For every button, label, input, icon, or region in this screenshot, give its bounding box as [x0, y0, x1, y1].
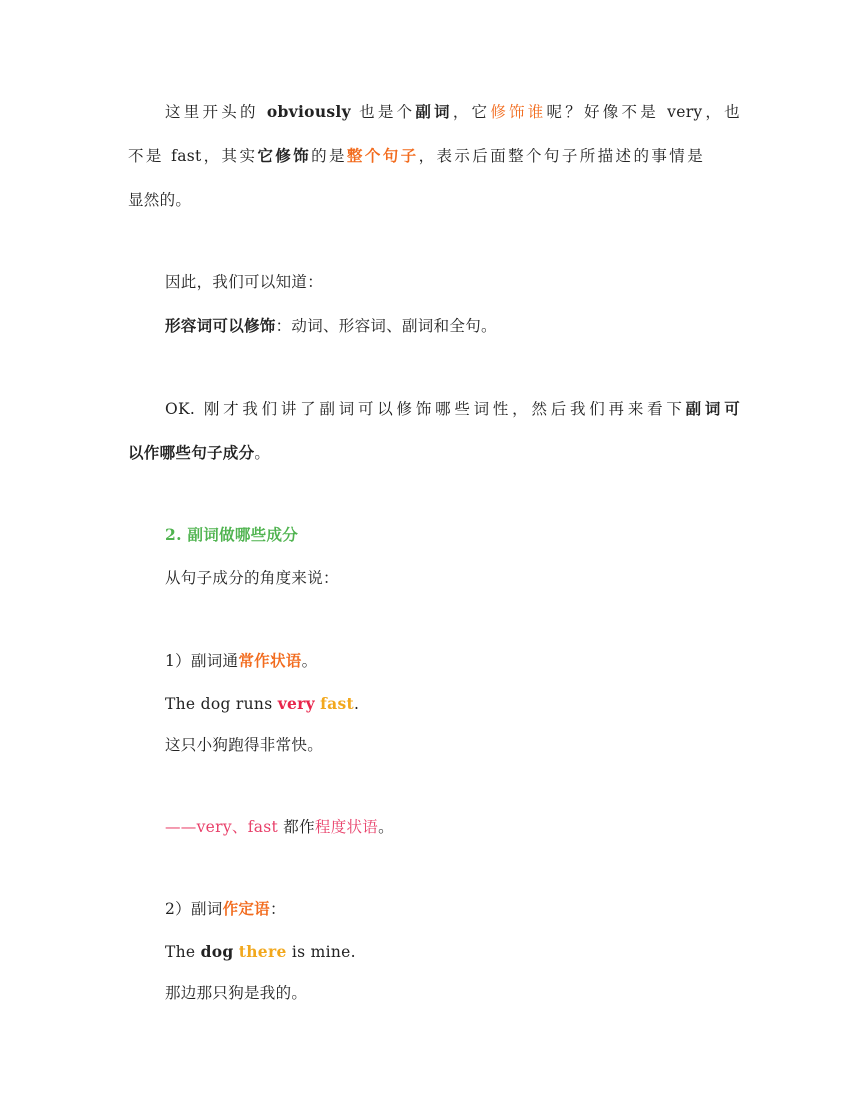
item2-label	[165, 898, 765, 920]
highlight-attributive: 作定语	[222, 899, 270, 918]
item2-translation: 那边那只狗是我的。	[165, 984, 308, 1002]
highlight-there: there	[238, 942, 287, 961]
para3-line2	[128, 442, 728, 464]
text: is mine.	[286, 943, 356, 961]
para1-line2	[128, 145, 703, 167]
text: 因此，我们可以知道：	[165, 273, 324, 291]
item1-example	[165, 693, 765, 715]
text: ，它	[452, 103, 491, 121]
item1-note	[165, 816, 765, 838]
text: 也是个	[350, 103, 416, 121]
text: 显然的。	[128, 191, 192, 209]
text: 2）副词	[165, 900, 223, 918]
highlight-very-fast: ——very、fast	[165, 818, 279, 836]
text: 的是	[311, 147, 347, 165]
para1-line3	[128, 189, 728, 211]
term-adverb-can: 副词可	[685, 399, 741, 418]
para1-line1	[165, 101, 740, 123]
term-obviously: obviously	[266, 102, 351, 121]
text: The dog runs	[165, 695, 278, 713]
text: 。	[378, 818, 394, 836]
item1-translation: 这只小狗跑得非常快。	[165, 736, 324, 754]
highlight-very: very	[277, 694, 315, 713]
section-intro: 从句子成分的角度来说：	[165, 569, 339, 587]
text: The	[165, 943, 201, 961]
term-it-modifies: 它修饰	[257, 146, 312, 165]
para2-line2	[165, 315, 765, 337]
text: 。	[254, 444, 271, 462]
term-sentence-components: 以作哪些句子成分	[128, 443, 255, 462]
highlight-modify-whom: 修饰谁	[490, 103, 547, 121]
item2-example	[165, 941, 765, 963]
term-adjective-modifies: 形容词可以修饰	[165, 316, 276, 335]
text: .	[353, 695, 360, 713]
highlight-fast: fast	[320, 694, 354, 713]
para3-line1	[165, 398, 740, 420]
term-adverb: 副词	[415, 102, 453, 121]
para2-line1	[165, 271, 765, 293]
text: 1）副词通	[165, 652, 239, 670]
text: 不是 fast，其实	[128, 147, 258, 165]
term-dog: dog	[200, 942, 234, 961]
text: 都作	[278, 818, 315, 836]
text: 这里开头的	[165, 103, 267, 121]
highlight-whole-sentence: 整个句子	[346, 146, 419, 165]
text: OK. 刚才我们讲了副词可以修饰哪些词性，然后我们再来看下	[165, 400, 686, 418]
highlight-degree-adverbial: 程度状语	[314, 818, 379, 836]
text: ：	[269, 900, 286, 918]
text: 呢？好像不是 very，也	[546, 103, 740, 121]
text: ，表示后面整个句子所描述的事情是	[418, 147, 703, 165]
highlight-adverbial: 常作状语	[238, 651, 302, 670]
text: ：动词、形容词、副词和全句。	[275, 317, 497, 335]
text: 。	[301, 652, 318, 670]
item1-label	[165, 650, 765, 672]
section-heading: 2. 副词做哪些成分	[165, 525, 299, 544]
